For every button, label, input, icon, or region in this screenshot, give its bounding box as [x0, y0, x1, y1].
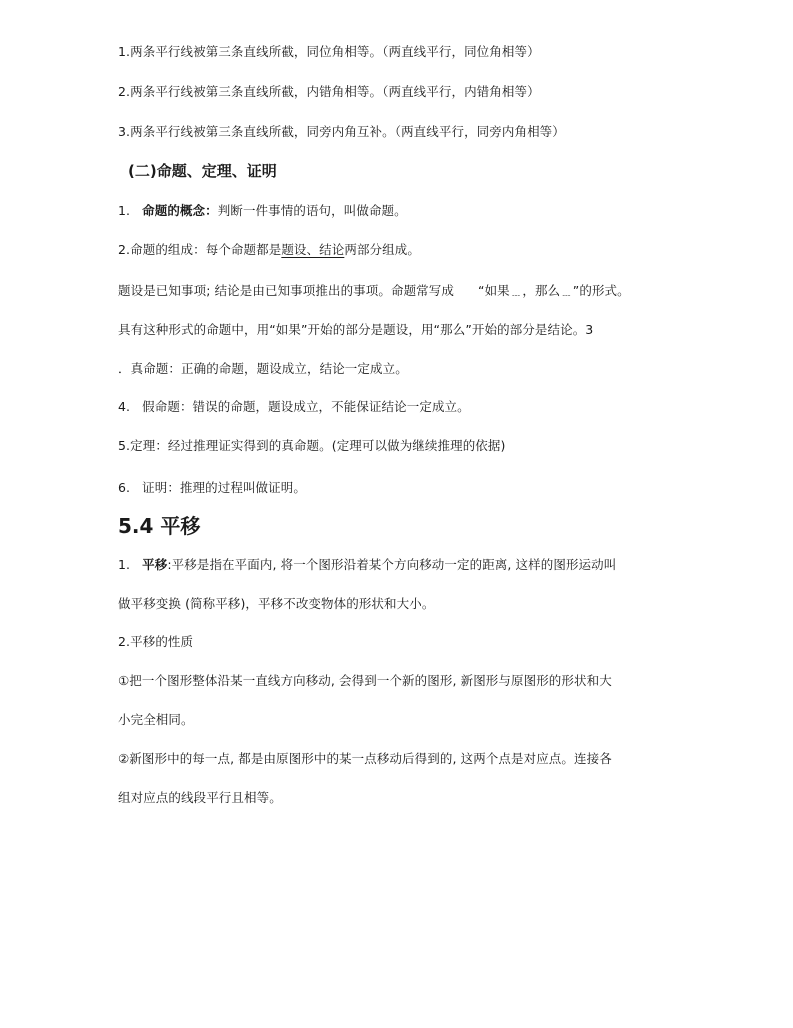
explanation-part-a: 题设是已知事项; 结论是由已知事项推出的事项。命题常写成: [118, 283, 454, 298]
section-heading-propositions: (二)命题、定理、证明: [128, 162, 277, 180]
definition-text: :平移是指在平面内, 将一个图形沿着某个方向移动一定的距离, 这样的图形运动叫: [167, 557, 617, 572]
proposition-composition: [118, 242, 420, 258]
proof-text: 证明：推理的过程叫做证明。: [142, 480, 306, 495]
item-number: 6.: [118, 480, 131, 495]
item-number: 1.: [118, 557, 131, 572]
proof-definition: [118, 480, 306, 496]
translation-property-2-continued: 组对应点的线段平行且相等。: [118, 790, 282, 805]
translation-definition-continued: 做平移变换 (简称平移)，平移不改变物体的形状和大小。: [118, 596, 435, 611]
theorem-definition: 5.定理：经过推理证实得到的真命题。(定理可以做为继续推理的依据): [118, 438, 506, 453]
term-label: 命题的概念：: [142, 203, 218, 218]
false-proposition-text: 假命题：错误的命题，题设成立，不能保证结论一定成立。: [142, 399, 470, 414]
underlined-terms: 题设、结论: [281, 242, 345, 257]
hypothesis-conclusion-explanation: [118, 283, 630, 299]
item-number: 1.: [118, 203, 131, 218]
if-then-explanation: 具有这种形式的命题中，用“如果”开始的部分是题设，用“那么”开始的部分是结论。3: [118, 322, 594, 337]
explanation-part-b: “如果﹍，那么﹍”的形式。: [478, 283, 630, 298]
translation-definition: [118, 557, 616, 573]
composition-prefix: 2.命题的组成：每个命题都是: [118, 242, 282, 257]
definition-text: 判断一件事情的语句，叫做命题。: [217, 203, 407, 218]
term-label: 平移: [142, 557, 168, 572]
section-heading-translation: 5.4 平移: [118, 514, 201, 538]
angle-property-1: 1.两条平行线被第三条直线所截，同位角相等。（两直线平行，同位角相等）: [118, 44, 540, 59]
true-proposition: ．真命题：正确的命题，题设成立，结论一定成立。: [118, 361, 408, 376]
translation-property-1: ①把一个图形整体沿某一直线方向移动, 会得到一个新的图形, 新图形与原图形的形状和大: [118, 673, 612, 688]
translation-properties-heading: 2.平移的性质: [118, 634, 194, 649]
translation-property-2: ②新图形中的每一点, 都是由原图形中的某一点移动后得到的, 这两个点是对应点。连接各: [118, 751, 612, 766]
item-number: 4.: [118, 399, 131, 414]
angle-property-3: 3.两条平行线被第三条直线所截，同旁内角互补。（两直线平行，同旁内角相等）: [118, 124, 565, 139]
translation-property-1-continued: 小完全相同。: [118, 712, 194, 727]
composition-suffix: 两部分组成。: [344, 242, 420, 257]
angle-property-2: 2.两条平行线被第三条直线所截，内错角相等。（两直线平行，内错角相等）: [118, 84, 540, 99]
false-proposition: [118, 399, 470, 415]
proposition-concept: [118, 203, 407, 219]
